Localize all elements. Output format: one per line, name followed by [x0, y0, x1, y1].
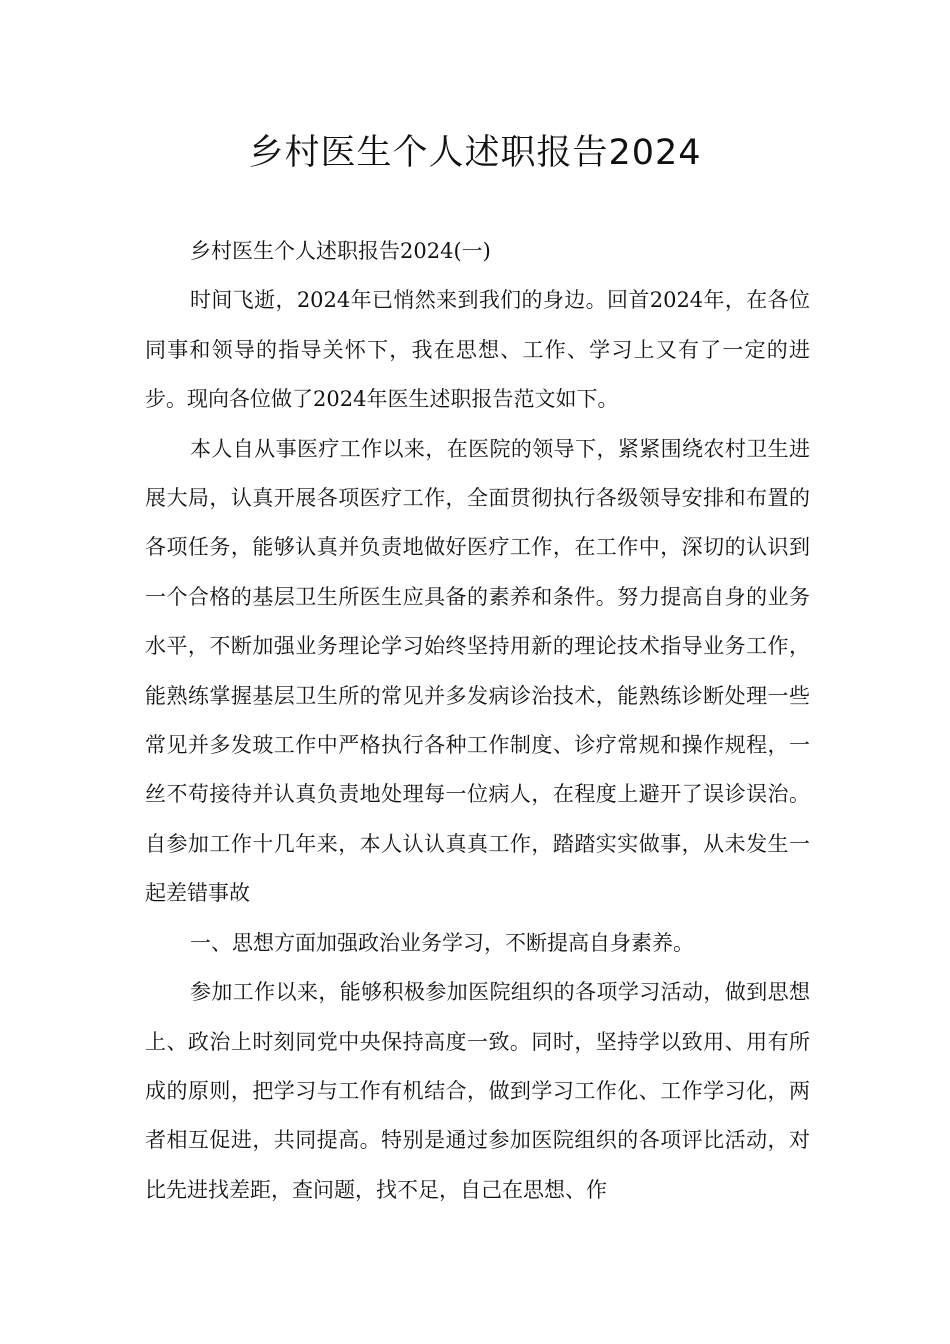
- paragraph-subtitle: 乡村医生个人述职报告2024(一): [190, 239, 491, 263]
- paragraph-intro: 时间飞逝，2024年已悄然来到我们的身边。回首2024年，在各位同事和领导的指导关怀下，我在思想、工作、学习上又有了一定的进步。现向各位做了2024年医生述职报告范文如下。: [145, 288, 810, 412]
- paragraph-work-summary: 本人自从事医疗工作以来，在医院的领导下，紧紧围绕农村卫生进展大局，认真开展各项医疗工作，全面贯彻执行各级领导安排和布置的各项任务，能够认真并负责地做好医疗工作，在工作中，深切的认识到一个合格的基层卫生所医生应具备的素养和条件。努力提高自身的业务水平，不断加强业务理论学习始终坚持用新的理论技术指导业务工作，能熟练掌握基层卫生所的常见并多发病诊治技术，能熟练诊断处理一些常见并多发玻工作中严格执行各种工作制度、诊疗常规和操作规程，一丝不苟接待并认真负责地处理每一位病人，在程度上避开了误诊误治。自参加工作十几年来，本人认认真真工作，踏踏实实做事，从未发生一起差错事故: [145, 436, 810, 906]
- document-title: 乡村医生个人述职报告2024: [248, 133, 702, 173]
- paragraph-study: 参加工作以来，能够积极参加医院组织的各项学习活动，做到思想上、政治上时刻同党中央保持高度一致。同时，坚持学以致用、用有所成的原则，把学习与工作有机结合，做到学习工作化、工作学习化，两者相互促进，共同提高。特别是通过参加医院组织的各项评比活动，对比先进找差距，查问题，找不足，自己在思想、作: [145, 980, 810, 1202]
- section-heading-thought: 一、思想方面加强政治业务学习，不断提高自身素养。: [190, 930, 694, 955]
- document-body: [145, 227, 810, 1215]
